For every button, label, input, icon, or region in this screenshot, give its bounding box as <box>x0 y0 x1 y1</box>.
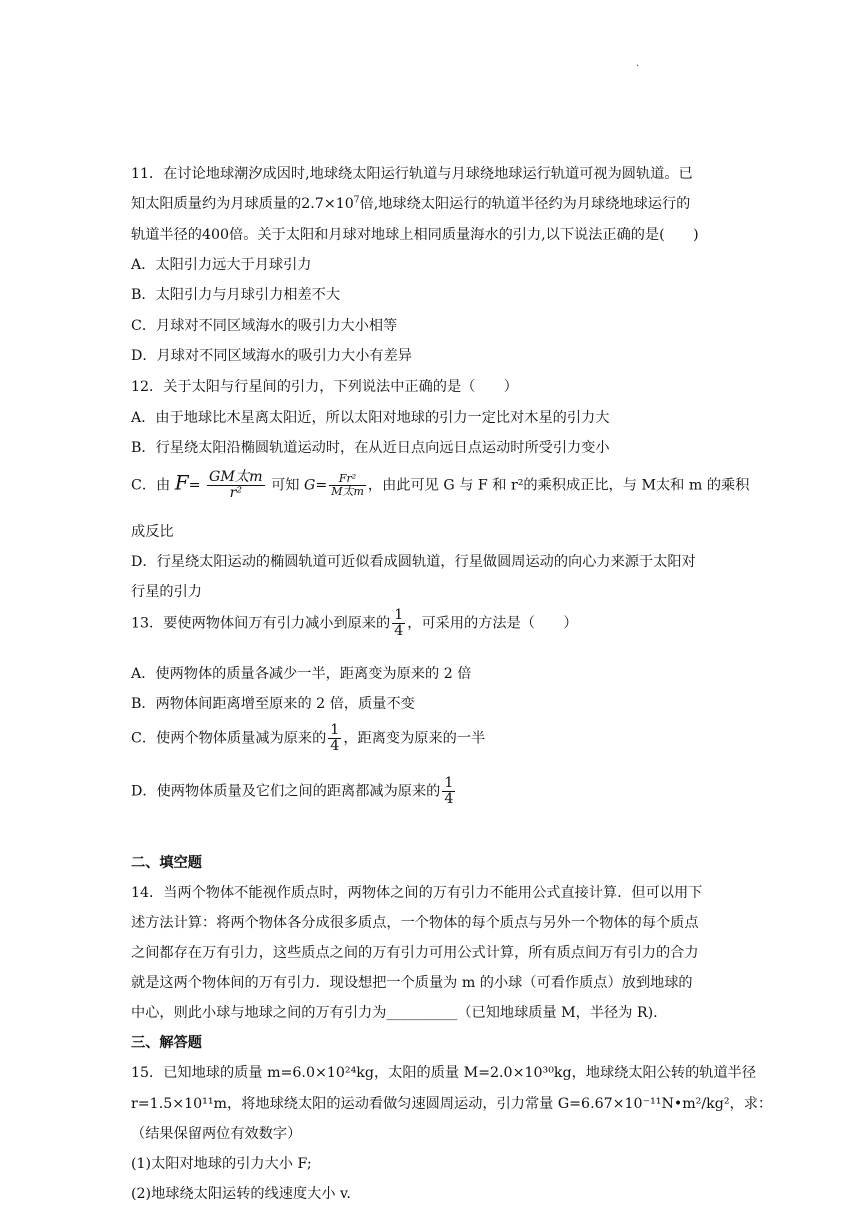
q13-d-a: D．使两物体质量及它们之间的距离都减为原来的 <box>131 783 441 800</box>
q13-frac-num: 1 <box>394 607 404 623</box>
q14-line4: 就是这两个物体间的万有引力．现设想把一个质量为 m 的小球（可看作质点）放到地球的 <box>131 975 693 991</box>
q13-option-b: B．两物体间距离增至原来的 2 倍，质量不变 <box>131 696 415 712</box>
q12-c-fraction1 <box>207 470 265 501</box>
q11-mass-exp: 7 <box>353 195 360 206</box>
q12-c-frac2-den: M太m <box>331 484 364 498</box>
q13-c-a: C．使两个物体质量减为原来的 <box>131 730 327 747</box>
q11-option-a: A．太阳引力远大于月球引力 <box>131 257 312 273</box>
q12-c-prefix: C．由 <box>131 477 171 494</box>
q14-line2: 述方法计算：将两个物体各分成很多质点，一个物体的每个质点与另外一个物体的每个质点 <box>131 915 699 931</box>
q13-c-b: ，距离变为原来的一半 <box>343 730 486 747</box>
q11-option-c: C．月球对不同区域海水的吸引力大小相等 <box>131 318 398 334</box>
q12-option-c <box>131 470 749 501</box>
q12-c-eq: = <box>188 477 201 494</box>
q13-stem <box>131 608 578 639</box>
q13-fraction <box>392 608 405 639</box>
q11-option-b: B．太阳引力与月球引力相差不大 <box>131 287 341 303</box>
q12-c-F: F <box>174 470 189 495</box>
q12-c-frac1-num: GM太m <box>209 469 263 485</box>
q11-line1: 11．在讨论地球潮汐成因时,地球绕太阳运行轨道与月球绕地球运行轨道可视为圆轨道。已 <box>131 166 693 182</box>
q14-line3: 之间都存在万有引力，这些质点之间的万有引力可用公式计算，所有质点间万有引力的合力 <box>131 945 699 961</box>
q15-line1: 15．已知地球的质量 m=6.0×10²⁴kg，太阳的质量 M=2.0×10³⁰kg，地球绕太阳公转的轨道半径 <box>131 1065 757 1081</box>
q12-option-d-line2: 行星的引力 <box>131 584 202 600</box>
q11-mass-ratio: 2.7×10 <box>301 196 354 212</box>
section-answer-heading: 三、解答题 <box>131 1035 202 1051</box>
q15-line3: （结果保留两位有效数字） <box>131 1126 302 1142</box>
q13-d-fraction <box>442 776 455 807</box>
q12-option-b: B．行星绕太阳沿椭圆轨道运动时，在从近日点向远日点运动时所受引力变小 <box>131 440 610 456</box>
q11-line2-b: 倍,地球绕太阳运行的轨道半径约为月球绕地球运行的 <box>359 196 691 212</box>
q13-frac-den: 4 <box>394 622 404 639</box>
q12-c-fraction2 <box>329 473 366 497</box>
q12-option-a: A．由于地球比木星离太阳近，所以太阳对地球的引力一定比对木星的引力大 <box>131 410 610 426</box>
q15-line4: (1)太阳对地球的引力大小 F; <box>131 1156 312 1172</box>
q15-line5: (2)地球绕太阳运转的线速度大小 v. <box>131 1186 351 1202</box>
q11-line2 <box>131 193 690 213</box>
corner-dot: . <box>636 58 640 69</box>
q13-stem-a: 13．要使两物体间万有引力减小到原来的 <box>131 615 391 632</box>
q12-c-tail: ，由此可见 G 与 F 和 r²的乘积成正比，与 M太和 m 的乘积 <box>367 477 750 494</box>
q13-c-frac-den: 4 <box>330 737 340 754</box>
q12-option-c-cont: 成反比 <box>131 524 174 540</box>
q13-d-frac-num: 1 <box>444 775 454 791</box>
q12-c-frac1-den: r² <box>229 484 243 501</box>
q12-c-know: 可知 <box>271 477 300 494</box>
q13-option-d <box>131 776 457 807</box>
section-fill-in-heading: 二、填空题 <box>131 855 202 871</box>
q11-option-d: D．月球对不同区域海水的吸引力大小有差异 <box>131 348 412 364</box>
q15-line2: r=1.5×10¹¹m，将地球绕太阳的运动看做匀速圆周运动，引力常量 G=6.67×10⁻¹¹N•m²/kg²，求： <box>131 1096 773 1112</box>
q13-d-frac-den: 4 <box>444 790 454 807</box>
q12-c-frac2-num: Fr² <box>329 473 366 486</box>
q12-stem: 12．关于太阳与行星间的引力，下列说法中正确的是（ ） <box>131 379 518 395</box>
q13-option-a: A．使两物体的质量各减少一半，距离变为原来的 2 倍 <box>131 666 472 682</box>
q11-line3: 轨道半径的400倍。关于太阳和月球对地球上相同质量海水的引力,以下说法正确的是( ) <box>131 227 699 243</box>
q14-line1: 14．当两个物体不能视作质点时，两物体之间的万有引力不能用公式直接计算．但可以用下 <box>131 885 703 901</box>
q13-stem-b: ，可采用的方法是（ ） <box>407 615 578 632</box>
q13-c-frac-num: 1 <box>330 722 340 738</box>
q12-option-d-line1: D．行星绕太阳运动的椭圆轨道可近似看成圆轨道，行星做圆周运动的向心力来源于太阳对 <box>131 554 696 570</box>
q13-option-c <box>131 723 485 754</box>
q11-line2-a: 知太阳质量约为月球质量的 <box>131 196 302 212</box>
q14-line5: 中心，则此小球与地球之间的万有引力为__________（已知地球质量 M，半径为 R). <box>131 1005 658 1021</box>
q12-c-G: G= <box>303 477 328 494</box>
q13-c-fraction <box>328 723 341 754</box>
